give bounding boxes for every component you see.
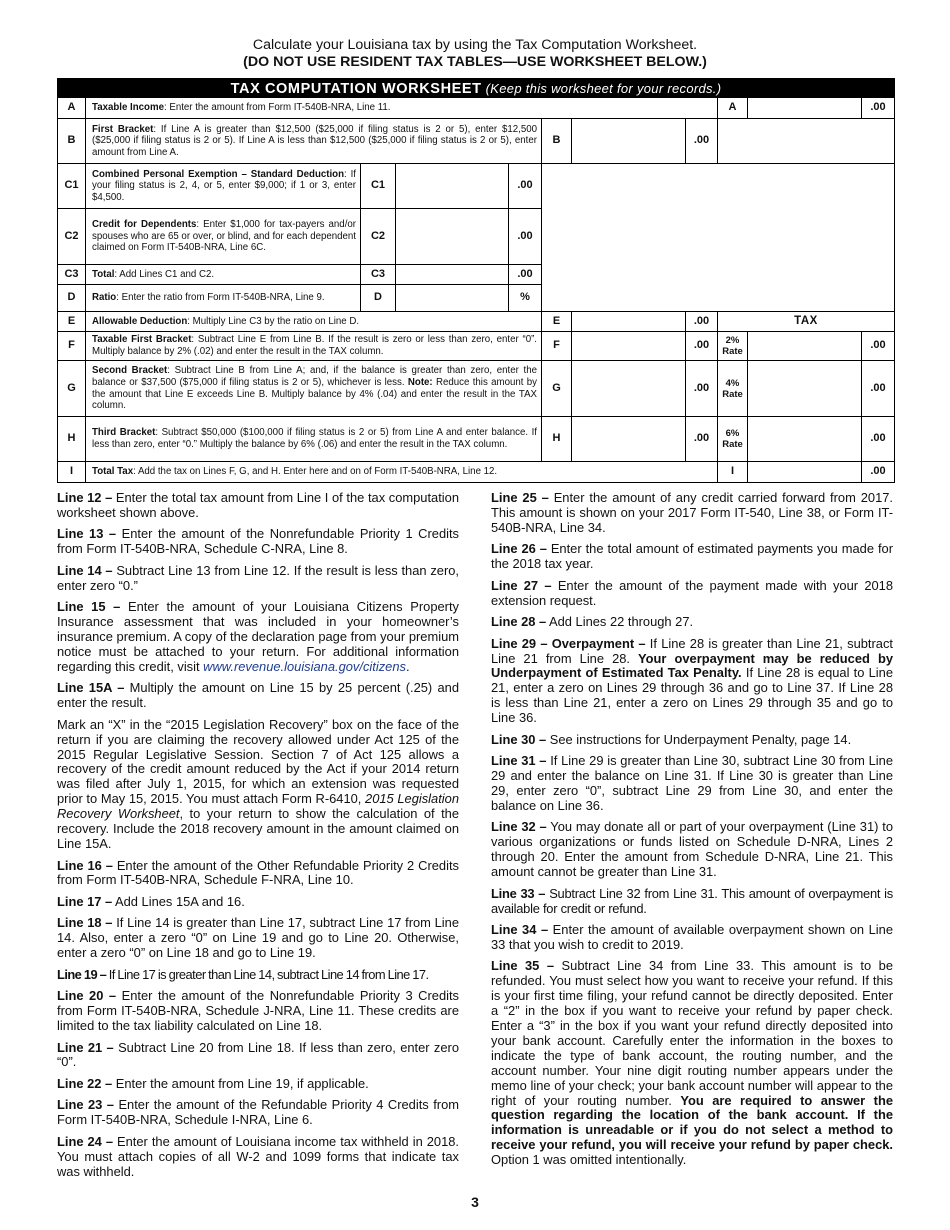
line-31-instruction [491, 754, 893, 814]
row-desc-d [86, 285, 361, 312]
line-15-instruction [57, 600, 459, 675]
line-13-head: Line 13 – [57, 526, 117, 542]
line-27-head: Line 27 – [491, 577, 552, 593]
line-14-instruction [57, 564, 459, 594]
amount-suffix-b: .00 [686, 119, 718, 164]
rate-h-word: Rate [722, 439, 743, 450]
line-20-head: Line 20 – [57, 988, 117, 1004]
line-19-head: Line 19 – [57, 966, 107, 982]
line-23-head: Line 23 – [57, 1097, 114, 1113]
line-24-text: Enter the amount of Louisiana income tax withheld in 2018. You must attach copies of all W-2 and 1099 forms that indicate tax was withheld. [57, 1133, 459, 1179]
line-15-text: Enter the amount of your Louisiana Citizens Property Insurance assessment that was included in your homeowner’s insurance premium. A copy of the declaration page from your premium notice must be attached to your return. For additional information regarding this credit, visit [57, 599, 459, 674]
line-15a-head: Line 15A – [57, 680, 125, 696]
amount-field-i[interactable] [748, 462, 862, 483]
line-34-text: Enter the amount of available overpayment shown on Line 33 that you wish to credit to 2019. [491, 922, 893, 952]
box-label-c1: C1 [361, 164, 396, 209]
amount-suffix-a: .00 [862, 98, 895, 119]
page-number: 3 [471, 1194, 479, 1210]
worksheet-title: TAX COMPUTATION WORKSHEET [230, 81, 482, 97]
amount-field-g[interactable] [572, 361, 686, 417]
row-c2-title: Credit for Dependents [92, 219, 197, 231]
line-23-instruction [57, 1098, 459, 1128]
rate-g [718, 361, 748, 417]
row-g-text: : Subtract Line B from Line A; and, if the balance is greater than zero, enter the balance or $37,500 ($75,000 if filing status is 2 or 5), whichever is less. [92, 365, 537, 388]
row-h-text: : Subtract $50,000 ($100,000 if filing status is 2 or 5) from Line A and enter balance. If less than zero, enter “0.” Multiply the balance by 6% (.06) and enter the result in the TAX column. [92, 427, 537, 450]
row-g-note-label: Note: [407, 376, 433, 388]
line-29-warning: Your overpayment may be reduced by Underpayment of Estimated Tax Penalty. [491, 650, 893, 681]
line-25-head: Line 25 – [491, 490, 549, 505]
row-desc-g [86, 361, 542, 417]
box-label-b: B [542, 119, 572, 164]
line-13-text: Enter the amount of the Nonrefundable Priority 1 Credits from Form IT-540B-NRA, Schedule C-NRA, Line 8. [57, 526, 460, 557]
row-g-note-text: Reduce this amount by the amount that Line E exceeds Line B. Multiply balance by 4% (.04) and enter the result in the TAX column. [92, 376, 538, 412]
recovery-text-2: , to your return to show the calculation of the recovery. Include the 2018 recovery amount in the amount claimed on Line 15A. [57, 806, 459, 851]
box-label-f: F [542, 332, 572, 361]
row-desc-i [86, 462, 718, 483]
line-25-text: Enter the amount of any credit carried forward from 2017. This amount is shown on your 2017 Form IT-540, Line 38, or Form IT-540B-NRA, Line 34. [491, 490, 893, 535]
amount-field-h[interactable] [572, 417, 686, 462]
line-32-instruction [491, 820, 893, 880]
line-30-instruction [491, 733, 893, 748]
line-22-instruction [57, 1077, 459, 1092]
line-31-head: Line 31 – [491, 753, 547, 769]
line-14-text: Subtract Line 13 from Line 12. If the result is less than zero, enter zero “0.” [57, 562, 459, 593]
row-label-c2: C2 [57, 209, 86, 265]
row-label-c1: C1 [57, 164, 86, 209]
row-e-text: : Multiply Line C3 by the ratio on Line D. [187, 315, 360, 327]
line-35-text-2: Option 1 was omitted intentionally. [491, 1152, 687, 1168]
line-22-head: Line 22 – [57, 1075, 113, 1091]
rate-f-word: Rate [722, 346, 743, 357]
row-label-g: G [57, 361, 86, 417]
row-c1-title: Combined Personal Exemption – Standard Deduction [92, 168, 345, 180]
tax-field-f[interactable] [748, 332, 862, 361]
row-c3-title: Total [92, 268, 115, 280]
line-12-instruction [57, 491, 459, 521]
row-label-f: F [57, 332, 86, 361]
line-17-instruction [57, 895, 459, 910]
tax-field-h[interactable] [748, 417, 862, 462]
legislation-recovery-paragraph [57, 718, 459, 852]
line-15-head: Line 15 – [57, 599, 121, 615]
row-i-text: : Add the tax on Lines F, G, and H. Enter here and on of Form IT-540B-NRA, Line 12. [133, 466, 498, 478]
box-label-c2: C2 [361, 209, 396, 265]
row-label-a: A [57, 98, 86, 119]
line-31-text: If Line 29 is greater than Line 30, subtract Line 30 from Line 29 and enter the balance on Line 31. If Line 30 is greater than Line 29, enter zero “0”, subtract Line 29 from Line 30, and enter the balance on Line 36. [491, 753, 894, 813]
line-24-instruction [57, 1135, 459, 1180]
row-label-e: E [57, 312, 86, 332]
row-label-b: B [57, 119, 86, 164]
recovery-text-1: Mark an “X” in the “2015 Legislation Recovery” box on the face of the return if you are claiming the recovery allowed under Act 125 of the 2015 Regular Legislative Session. Section 7 of Act 125 allows a recovery of the credit amount reduced by the Act if your 2014 return was filed after July 1, 2015, for which an extension was requested prior to May 15, 2015. You must attach Form R-6410, [57, 716, 459, 807]
line-32-text: You may donate all or part of your overpayment (Line 31) to various organizations or funds listed on Schedule D-NRA, Lines 2 through 20. Enter the amount from Schedule D-NRA, Line 21. This amount cannot be greater than Line 31. [491, 819, 893, 880]
citizens-link[interactable]: www.revenue.louisiana.gov/citizens [203, 658, 406, 674]
line-29-text: If Line 28 is greater than Line 21, subtract Line 21 from Line 28. [491, 635, 893, 666]
amount-suffix-h: .00 [686, 417, 718, 462]
line-26-instruction [491, 542, 893, 572]
row-f-text: : Subtract Line E from Line B. If the result is zero or less than zero, enter “0”. Multiply balance by 2% (.02) and enter the result in the TAX column. [92, 334, 537, 357]
line-29-text-2: If Line 28 is equal to Line 21, enter a zero on Lines 29 through 36 and go to Line 37. If Line 28 is less than Line 21, enter a zero on Lines 29 through 35 and go to Line 36. [491, 665, 893, 726]
line-27-instruction [491, 579, 893, 609]
row-c3-text: : Add Lines C1 and C2. [114, 268, 215, 280]
line-16-instruction [57, 859, 459, 889]
tax-field-g[interactable] [748, 361, 862, 417]
line-18-head: Line 18 – [57, 915, 113, 931]
row-h-title: Third Bracket [92, 427, 156, 439]
row-label-d: D [57, 285, 86, 312]
row-b-title: First Bracket [92, 123, 154, 135]
box-label-h: H [542, 417, 572, 462]
amount-suffix-d: % [509, 285, 542, 312]
line-12-head: Line 12 – [57, 490, 113, 505]
line-34-head: Line 34 – [491, 922, 549, 937]
line-19-text: If Line 17 is greater than Line 14, subtract Line 14 from Line 17. [106, 966, 429, 982]
line-28-instruction [491, 615, 893, 630]
row-desc-c2 [86, 209, 361, 265]
amount-field-f[interactable] [572, 332, 686, 361]
instructions-right-column [491, 491, 893, 1175]
row-desc-c1 [86, 164, 361, 209]
row-e-title: Allowable Deduction [92, 315, 188, 327]
row-d-title: Ratio [92, 292, 117, 304]
line-14-head: Line 14 – [57, 562, 113, 578]
line-35-required-notice: You are required to answer the question regarding the location of the bank account. If the information is unreadable or if you do not select a method to receive your refund, you will receive your refund by paper check. [491, 1092, 893, 1153]
line-15a-text: Multiply the amount on Line 15 by 25 percent (.25) and enter the result. [57, 680, 459, 711]
row-desc-b [86, 119, 542, 164]
line-18-text: If Line 14 is greater than Line 17, subtract Line 17 from Line 14. Also, enter a zero “0” on Line 19 and go to Line 20. Otherwise, enter a zero “0” on Line 18 and go to Line 19. [57, 915, 460, 961]
heading-line-1: Calculate your Louisiana tax by using the Tax Computation Worksheet. [252, 37, 698, 53]
line-25-instruction [491, 491, 893, 536]
line-29-head: Line 29 – Overpayment – [491, 635, 646, 651]
row-desc-f [86, 332, 542, 361]
line-19-instruction [57, 968, 459, 983]
amount-suffix-g: .00 [686, 361, 718, 417]
box-label-d: D [361, 285, 396, 312]
amount-field-c3[interactable] [396, 265, 509, 285]
amount-field-c2[interactable] [396, 209, 509, 265]
amount-suffix-c3: .00 [509, 265, 542, 285]
row-c2-text: : Enter $1,000 for tax-payers and/or spouses who are 65 or over, or blind, and for each dependent claimed on Form IT-540B-NRA, Line 6C. [92, 219, 357, 254]
line-16-head: Line 16 – [57, 857, 113, 873]
row-desc-c3 [86, 265, 361, 285]
line-20-text: Enter the amount of the Nonrefundable Priority 3 Credits from Form IT-540B-NRA, Schedule J-NRA, Line 11. These credits are limited to the tax liability calculated on Line 18. [57, 988, 460, 1034]
line-21-head: Line 21 – [57, 1039, 114, 1055]
line-30-text: See instructions for Underpayment Penalty, page 14. [546, 731, 852, 747]
amount-suffix-c1: .00 [509, 164, 542, 209]
row-d-text: : Enter the ratio from Form IT-540B-NRA, Line 9. [116, 292, 325, 304]
rate-g-word: Rate [722, 388, 743, 400]
row-desc-h [86, 417, 542, 462]
instructions-left-column [57, 491, 459, 1186]
tax-suffix-h: .00 [862, 417, 895, 462]
worksheet-title-bar [57, 78, 895, 98]
line-16-text: Enter the amount of the Other Refundable Priority 2 Credits from Form IT-540B-NRA, Schedule F-NRA, Line 10. [57, 857, 459, 888]
line-28-head: Line 28 – [491, 614, 547, 630]
line-20-instruction [57, 989, 459, 1034]
heading-line-2: (DO NOT USE RESIDENT TAX TABLES—USE WORKSHEET BELOW.) [243, 54, 707, 70]
line-26-text: Enter the total amount of estimated payments you made for the 2018 tax year. [491, 541, 893, 572]
line-27-text: Enter the amount of the payment made with your 2018 extension request. [491, 577, 893, 608]
recovery-worksheet-title: 2015 Legislation Recovery Worksheet [57, 791, 459, 822]
line-23-text: Enter the amount of the Refundable Priority 4 Credits from Form IT-540B-NRA, Schedule I-NRA, Line 6. [57, 1097, 459, 1128]
amount-suffix-c2: .00 [509, 209, 542, 265]
line-34-instruction [491, 923, 893, 953]
box-label-a: A [718, 98, 748, 119]
box-label-g: G [542, 361, 572, 417]
line-35-text: Subtract Line 34 from Line 33. This amount is to be refunded. You must select how you want to receive your refund. If this is your first time filing, your refund cannot be directly deposited. Enter a “2” in the box if you want to receive your refund by paper check. Enter a “3” in the box if you want your refund directly deposited into your bank account. Carefully enter the information in the boxes to indicate the type of bank account, the routing number, and the account number. Your nine digit routing number appears under the memo line of your check; your bank account number will appear to the right of your routing number. [491, 958, 894, 1108]
amount-field-c1[interactable] [396, 164, 509, 209]
row-f-title: Taxable First Bracket [92, 334, 192, 346]
rate-f-pct: 2% [725, 335, 740, 346]
rate-f [718, 332, 748, 361]
blank-area-b [718, 119, 895, 164]
amount-suffix-f: .00 [686, 332, 718, 361]
line-35-head: Line 35 – [491, 958, 555, 974]
row-label-h: H [57, 417, 86, 462]
line-13-instruction [57, 527, 459, 557]
amount-suffix-i: .00 [862, 462, 895, 483]
line-12-text: Enter the total tax amount from Line I of the tax computation worksheet shown above. [57, 490, 460, 520]
tax-suffix-g: .00 [862, 361, 895, 417]
row-label-c3: C3 [57, 265, 86, 285]
line-33-text: Subtract Line 32 from Line 31. This amount of overpayment is available for credit or refund. [491, 885, 893, 916]
tax-column-header: TAX [718, 312, 895, 332]
line-33-head: Line 33 – [491, 885, 546, 901]
line-21-text: Subtract Line 20 from Line 18. If less than zero, enter zero “0”. [57, 1039, 460, 1070]
row-desc-a [86, 98, 718, 119]
line-26-head: Line 26 – [491, 541, 547, 557]
amount-field-e[interactable] [572, 312, 686, 332]
rate-h-pct: 6% [725, 428, 740, 439]
row-desc-e [86, 312, 542, 332]
row-b-text: : If Line A is greater than $12,500 ($25,000 if filing status is 2 or 5), enter $12,500 ($25,000 if filing status is 2 or 5). If Line A is less than $12,500 ($25,000 if filing status is 2 or 5), enter amount from Line A. [92, 123, 538, 158]
row-c1-text: : If your filing status is 2, 4, or 5, enter $9,000; if 1 or 3, enter $4,500. [92, 168, 356, 203]
line-15a-instruction [57, 681, 459, 711]
amount-suffix-e: .00 [686, 312, 718, 332]
line-18-instruction [57, 916, 459, 961]
line-15-end: . [405, 658, 410, 674]
amount-field-b[interactable] [572, 119, 686, 164]
line-33-instruction [491, 887, 893, 917]
line-17-text: Add Lines 15A and 16. [112, 893, 245, 909]
box-label-e: E [542, 312, 572, 332]
amount-field-a[interactable] [748, 98, 862, 119]
line-24-head: Line 24 – [57, 1133, 114, 1149]
row-label-i: I [57, 462, 86, 483]
tax-suffix-f: .00 [862, 332, 895, 361]
row-a-title: Taxable Income [92, 102, 164, 114]
amount-field-d[interactable] [396, 285, 509, 312]
rate-g-pct: 4% [725, 377, 740, 389]
line-21-instruction [57, 1041, 459, 1071]
worksheet-title-note: (Keep this worksheet for your records.) [485, 81, 722, 96]
page-heading [0, 37, 950, 71]
line-22-text: Enter the amount from Line 19, if applicable. [112, 1075, 369, 1091]
line-32-head: Line 32 – [491, 819, 547, 835]
row-g-title: Second Bracket [92, 365, 168, 377]
line-17-head: Line 17 – [57, 893, 113, 909]
rate-h [718, 417, 748, 462]
row-i-title: Total Tax [92, 466, 134, 478]
line-35-instruction [491, 959, 893, 1168]
box-label-c3: C3 [361, 265, 396, 285]
tax-computation-worksheet [57, 78, 895, 484]
box-label-i: I [718, 462, 748, 483]
row-a-text: : Enter the amount from Form IT-540B-NRA, Line 11. [163, 102, 391, 114]
blank-area-c-d [542, 164, 895, 312]
line-29-instruction [491, 637, 893, 726]
line-30-head: Line 30 – [491, 731, 547, 747]
line-28-text: Add Lines 22 through 27. [546, 614, 694, 630]
